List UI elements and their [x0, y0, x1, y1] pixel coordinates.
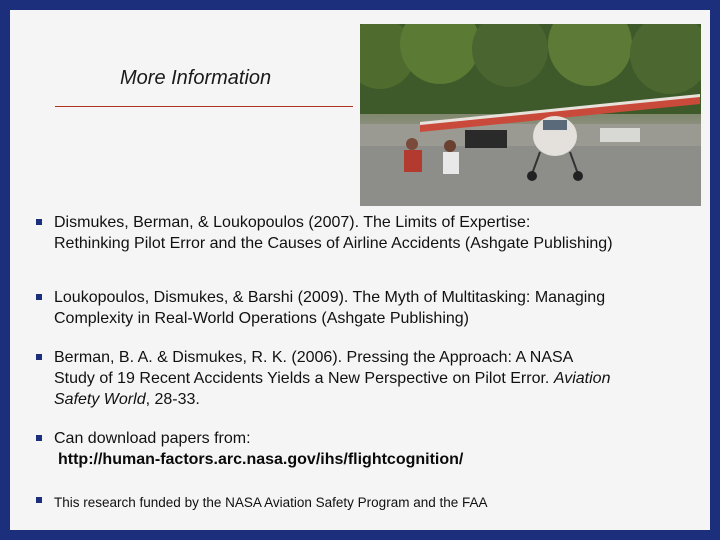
title-divider — [55, 106, 353, 107]
reference-text: Complexity in Real-World Operations (Ashgate Publishing) — [54, 310, 469, 327]
airplane-photo-image — [360, 24, 701, 206]
slide — [10, 10, 710, 530]
funding-text: This research funded by the NASA Aviation Safety Program and the FAA — [54, 495, 488, 510]
list-item — [32, 212, 613, 254]
reference-text: Rethinking Pilot Error and the Causes of Airline Accidents (Ashgate Publishing) — [54, 235, 613, 252]
download-link[interactable]: http://human-factors.arc.nasa.gov/ihs/flightcognition/ — [58, 451, 464, 468]
list-item — [32, 287, 605, 329]
photo-airplane — [360, 24, 701, 206]
reference-text: , 28-33. — [145, 391, 200, 408]
reference-text: Loukopoulos, Dismukes, & Barshi (2009). The Myth of Multitasking: Managing — [54, 289, 606, 306]
list-item — [32, 492, 488, 513]
reference-text: Study of 19 Recent Accidents Yields a New Perspective on Pilot Error. — [54, 370, 550, 387]
journal-name: Aviation — [553, 370, 611, 387]
reference-text: Dismukes, Berman, & Loukopoulos (2007). The Limits of Expertise: — [54, 214, 531, 231]
square-bullet-icon — [36, 354, 42, 360]
list-item — [32, 428, 463, 470]
journal-name: Safety World — [54, 391, 146, 408]
reference-text: Berman, B. A. & Dismukes, R. K. (2006). Pressing the Approach: A NASA — [54, 349, 574, 366]
square-bullet-icon — [36, 497, 42, 503]
reference-text: Can download papers from: — [54, 430, 251, 447]
square-bullet-icon — [36, 219, 42, 225]
square-bullet-icon — [36, 435, 42, 441]
list-item — [32, 347, 610, 410]
page-title: More Information — [120, 67, 272, 89]
square-bullet-icon — [36, 294, 42, 300]
